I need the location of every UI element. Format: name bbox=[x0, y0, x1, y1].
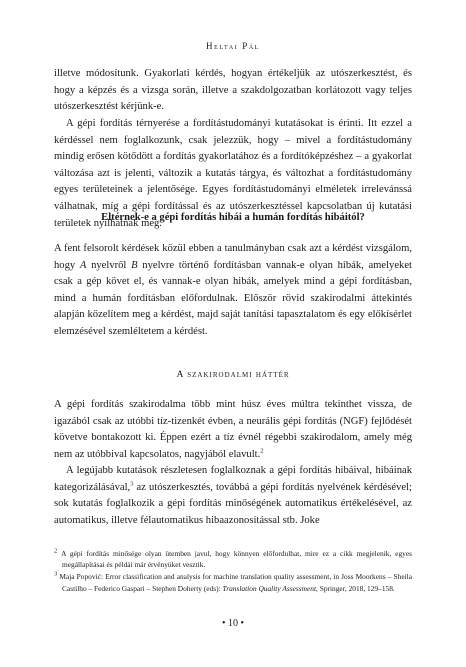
page-number: • 10 • bbox=[221, 618, 244, 629]
paragraph-3 bbox=[54, 241, 412, 341]
footnote-3-book-title: Translation Quality Assessment bbox=[222, 583, 317, 593]
footnotes bbox=[54, 548, 412, 594]
paragraph-2: A gépi fordítás térnyerése a fordítástudományi kutatásokat is érinti. Itt ezzel a kérdéssel nem foglalkozunk, csak jelezzük, hogy – mivel a fordítástudomány mindig erősen kötődött a fordítás gyakorlatához és a fordítóképzéshez – a gyakorlat változása azt is jelenti, változik a kutatás tárgya, és változhat a fordítástudomány egyes területeinek a jelentősége. Egyes fordítástudományi elméletek irrelevánssá válhatnak, míg a gépi fordítással és az utószerkesztéssel kapcsolatban új kutatási területek nyílhatnak meg. bbox=[54, 118, 412, 229]
paragraph-4-text: A gépi fordítás szakirodalma több mint húsz éves múltra tekinthet vissza, de igazából csak az utóbbi tíz-tizenkét évben, a neurális gépi fordítás (NGF) fejlődését követve bontakozott ki. Éppen ezért a tíz évnél régebbi szakirodalom, amely még nem az utóbbival kapcsolatos, nagyjából elavult. bbox=[54, 399, 412, 460]
footnote-2 bbox=[54, 548, 412, 570]
paragraph-3-part-1: A fent felsorolt kérdések közül ebben a tanulmányban csak azt a kérdést vizsgálom, hogy bbox=[54, 243, 412, 271]
paragraph-5 bbox=[54, 463, 412, 529]
footnote-2-text: A gépi fordítás minősége olyan ütemben javul, hogy könnyen előfordulhat, mire ez a cikk megjelenik, egyes megállapításai és példái már érvényüket vesztik. bbox=[61, 549, 412, 570]
paragraph-4 bbox=[54, 397, 412, 463]
language-b: B bbox=[131, 259, 138, 271]
footnote-3-text: Maja Popović: Error classification and analysis for machine translation quality assessment, in Joss Moorkens – Sheila Castilho – Federico Gaspari – Stephen Doherty (eds): bbox=[59, 572, 412, 593]
footnote-ref-2[interactable]: 2 bbox=[260, 447, 264, 455]
paragraph-3-part-2: nyelvről bbox=[86, 259, 132, 271]
running-header: Heltai Pál bbox=[205, 41, 261, 51]
footnote-2-number: 2 bbox=[54, 547, 58, 555]
footnote-3-number: 3 bbox=[54, 570, 58, 578]
footnote-3-text-end: , Springer, 2018, 129–158. bbox=[316, 583, 395, 593]
paragraph-5-part-1: A legújabb kutatások részletesen foglalkoznak a gépi fordítás hibáival, hibáinak kategorizálásával, bbox=[54, 465, 412, 493]
paragraph-1: illetve módosítunk. Gyakorlati kérdés, hogyan értékeljük az utószerkesztést, és hogy a képzés és a vizsga során, illetve a szakdolgozatban korlátozott vagy teljes utószerkesztést kérjünk-e. bbox=[54, 68, 412, 113]
paragraph-3-part-3: nyelvre történő fordításban vannak-e olyan hibák, amelyeket csak a gép követ el, és vannak-e olyan hibák, amelyek mind a gépi fordításban, mind a humán fordításban előfordulnak. Először rövid szakirodalmi áttekintés alapján közelítem meg a kérdést, majd saját tanítási tapasztalatom és egy előkísérlet elemzésével szemléltetem a kérdést. bbox=[54, 259, 412, 337]
language-a: A bbox=[79, 259, 87, 271]
paragraph-5-part-2: az utószerkesztés, továbbá a gépi fordítás nyelvének kérdésével; sok kutatás foglalkozik a gépi fordítás minőségének automatikus értékelésével, az automatikus, illetve félautomatikus hibaazonosítással stb. Joke bbox=[54, 481, 412, 526]
section-title: A szakirodalmi háttér bbox=[176, 369, 290, 380]
question-heading: Eltérnek-e a gépi fordítás hibái a humán fordítás hibáitól? bbox=[101, 212, 365, 223]
footnote-3 bbox=[54, 571, 412, 593]
footnote-ref-3[interactable]: 3 bbox=[130, 480, 134, 488]
